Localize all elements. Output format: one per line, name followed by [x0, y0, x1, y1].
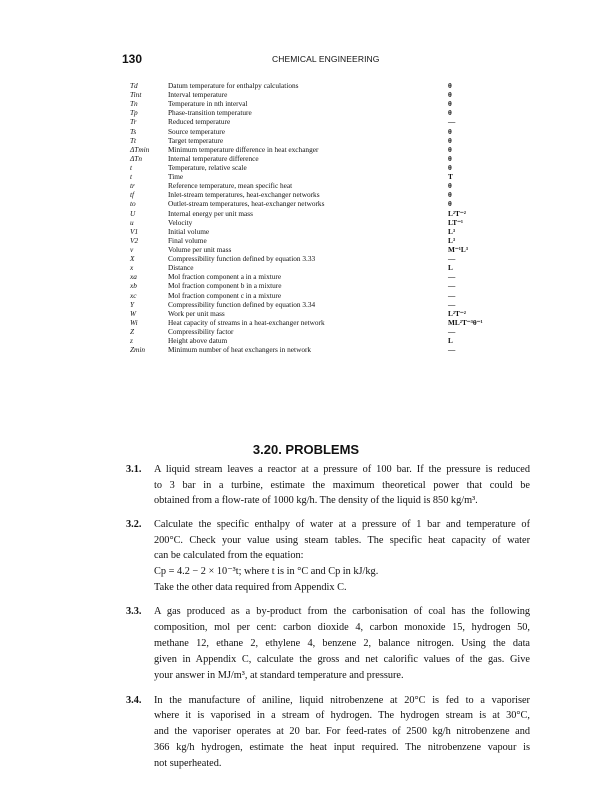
dimension-cell: θ	[448, 99, 452, 109]
symbol-cell: xc	[130, 290, 137, 300]
nomenclature-row	[130, 127, 530, 136]
description-cell: Minimum number of heat exchangers in network	[168, 345, 312, 355]
dimension-cell: θ	[448, 81, 452, 90]
description-cell: Volume per unit mass	[168, 244, 232, 254]
dimension-cell: M⁻¹L³	[448, 244, 468, 254]
dimension-cell: —	[448, 254, 456, 264]
description-cell: Inlet-stream temperatures, heat-exchanger networks	[168, 190, 320, 200]
problems-heading: 3.20. PROBLEMS	[252, 442, 360, 457]
dimension-cell: L³	[448, 235, 456, 245]
description-cell: Velocity	[168, 217, 193, 227]
nomenclature-row	[130, 145, 530, 154]
description-cell: Mol fraction component a in a mixture	[168, 272, 282, 282]
description-cell: Final volume	[168, 235, 207, 245]
symbol-cell: xa	[130, 272, 137, 282]
problem-item	[126, 604, 530, 685]
nomenclature-row	[130, 190, 530, 199]
symbol-cell: xb	[130, 281, 137, 291]
nomenclature-row	[130, 172, 530, 181]
description-cell: Internal energy per unit mass	[168, 208, 253, 218]
nomenclature-row	[130, 318, 530, 327]
description-cell: Phase-transition temperature	[168, 108, 252, 118]
symbol-cell: Tp	[130, 108, 138, 118]
symbol-cell: ΔTmin	[130, 144, 150, 154]
symbol-cell: to	[130, 199, 136, 209]
dimension-cell: —	[448, 299, 456, 309]
nomenclature-row	[130, 309, 530, 318]
problem-text-line: 366 kg/h hydrogen, estimate the heat input required. The nitrobenzene vapour is	[154, 741, 530, 753]
description-cell: Temperature in nth interval	[168, 99, 248, 109]
nomenclature-row	[130, 291, 530, 300]
nomenclature-table	[130, 81, 530, 354]
problem-text-line: methane 12, ethane 2, ethylene 4, benzene 2, balance nitrogen. Using the data	[154, 637, 530, 649]
nomenclature-row	[130, 272, 530, 281]
problem-number: 3.1.	[126, 464, 142, 475]
description-cell: Compressibility function defined by equation 3.33	[168, 254, 316, 264]
problem-text-line: Calculate the specific enthalpy of water at a pressure of 1 bar and temperature of	[154, 519, 530, 531]
symbol-cell: x	[130, 263, 134, 273]
problem-item	[126, 517, 530, 595]
dimension-cell: θ	[448, 135, 452, 145]
nomenclature-row	[130, 163, 530, 172]
nomenclature-row	[130, 181, 530, 190]
nomenclature-row	[130, 281, 530, 290]
problem-text-line: Cp = 4.2 − 2 × 10⁻³t; where t is in °C and Cp in kJ/kg.	[154, 566, 379, 578]
nomenclature-row	[130, 254, 530, 263]
symbol-cell: Wi	[130, 317, 138, 327]
description-cell: Distance	[168, 263, 194, 273]
description-cell: Interval temperature	[168, 90, 228, 100]
symbol-cell: tf	[130, 190, 135, 200]
problem-number: 3.2.	[126, 519, 142, 531]
description-cell: Target temperature	[168, 135, 224, 145]
nomenclature-row	[130, 90, 530, 99]
dimension-cell: —	[448, 272, 456, 282]
symbol-cell: Zmin	[130, 345, 146, 355]
problem-text-line: Take the other data required from Appendix C.	[154, 581, 347, 593]
problem-number: 3.3.	[126, 605, 142, 617]
nomenclature-row	[130, 227, 530, 236]
problem-text-line: A gas produced as a by-product from the carbonisation of coal has the following	[154, 605, 530, 617]
problem-number: 3.4.	[126, 694, 142, 706]
description-cell: Mol fraction component b in a mixture	[168, 281, 282, 291]
dimension-cell: LT⁻¹	[448, 217, 464, 227]
description-cell: Source temperature	[168, 126, 225, 136]
problem-text-line: and the vaporiser operates at 20 bar. For feed-rates of 2500 kg/h nitrobenzene and	[154, 726, 530, 738]
problem-text-line: your answer in MJ/m³, at standard temperature and pressure.	[154, 670, 404, 682]
dimension-cell: —	[448, 281, 456, 291]
dimension-cell: θ	[448, 190, 452, 200]
symbol-cell: Tt	[130, 135, 137, 145]
nomenclature-row	[130, 336, 530, 345]
problem-text-line: obtained from a flow-rate of 1000 kg/h. The density of the liquid is 850 kg/m³.	[154, 495, 478, 507]
dimension-cell: θ	[448, 126, 452, 136]
description-cell: Work per unit mass	[168, 308, 225, 318]
symbol-cell: V2	[130, 235, 139, 245]
description-cell: Minimum temperature difference in heat exchanger	[168, 144, 319, 154]
dimension-cell: T	[448, 172, 453, 182]
nomenclature-row	[130, 199, 530, 208]
nomenclature-row	[130, 327, 530, 336]
dimension-cell: θ	[448, 90, 452, 100]
symbol-cell: Tint	[130, 90, 142, 100]
nomenclature-row	[130, 245, 530, 254]
dimension-cell: L	[448, 263, 453, 273]
problem-text-line: A liquid stream leaves a reactor at a pressure of 100 bar. If the pressure is reduced	[154, 464, 530, 475]
nomenclature-row	[130, 300, 530, 309]
dimension-cell: L³	[448, 226, 456, 236]
dimension-cell: —	[448, 326, 456, 336]
description-cell: Initial volume	[168, 226, 210, 236]
symbol-cell: X	[130, 254, 135, 264]
description-cell: Internal temperature difference	[168, 153, 259, 163]
nomenclature-row	[130, 108, 530, 117]
symbol-cell: t	[130, 172, 133, 182]
symbol-cell: Tr	[130, 117, 137, 127]
description-cell: Reduced temperature	[168, 117, 231, 127]
symbol-cell: V1	[130, 226, 139, 236]
nomenclature-row	[130, 99, 530, 108]
nomenclature-row	[130, 209, 530, 218]
dimension-cell: θ	[448, 153, 452, 163]
symbol-cell: ΔTn	[130, 153, 142, 163]
problem-text-line: not superheated.	[154, 757, 222, 769]
symbol-cell: t	[130, 162, 133, 172]
symbol-cell: U	[130, 208, 136, 218]
description-cell: Compressibility function defined by equation 3.34	[168, 299, 316, 309]
description-cell: Temperature, relative scale	[168, 162, 247, 172]
nomenclature-row	[130, 117, 530, 126]
problem-text-line: In the manufacture of aniline, liquid nitrobenzene at 20°C is fed to a vaporiser	[154, 694, 530, 706]
page-header	[122, 52, 524, 68]
description-cell: Datum temperature for enthalpy calculations	[168, 81, 299, 90]
symbol-cell: Td	[130, 81, 138, 90]
problem-text-line: composition, mol per cent: carbon dioxide 4, carbon monoxide 15, hydrogen 50,	[154, 621, 530, 633]
nomenclature-row	[130, 345, 530, 354]
dimension-cell: —	[448, 117, 456, 127]
page-number: 130	[122, 52, 143, 66]
dimension-cell: L²T⁻²	[448, 308, 466, 318]
description-cell: Reference temperature, mean specific heat	[168, 181, 293, 191]
description-cell: Time	[168, 172, 184, 182]
dimension-cell: ML²T⁻³θ⁻¹	[448, 317, 483, 327]
nomenclature-row	[130, 218, 530, 227]
dimension-cell: —	[448, 290, 456, 300]
dimension-cell: θ	[448, 162, 452, 172]
nomenclature-row	[130, 263, 530, 272]
problems-list	[126, 462, 530, 779]
description-cell: Outlet-stream temperatures, heat-exchanger networks	[168, 199, 325, 209]
problem-text-line: given in Appendix C, calculate the gross and net calorific values of the gas. Give	[154, 654, 530, 666]
dimension-cell: θ	[448, 144, 452, 154]
problem-text-line: to 3 bar in a turbine, estimate the maximum theoretical power that could be	[154, 479, 530, 491]
symbol-cell: Y	[130, 299, 135, 309]
problem-text-line: where it is vaporised in a stream of hydrogen. The hydrogen stream is at 30°C,	[154, 710, 530, 722]
nomenclature-row	[130, 154, 530, 163]
dimension-cell: L²T⁻²	[448, 208, 466, 218]
description-cell: Height above datum	[168, 336, 228, 346]
description-cell: Compressibility factor	[168, 326, 234, 336]
problem-text-line: 200°C. Check your value using steam tables. The specific heat capacity of water	[154, 534, 530, 546]
nomenclature-row	[130, 236, 530, 245]
symbol-cell: u	[130, 217, 134, 227]
problem-item	[126, 462, 530, 509]
symbol-cell: tr	[130, 181, 135, 191]
dimension-cell: L	[448, 336, 453, 346]
dimension-cell: —	[448, 345, 456, 355]
dimension-cell: θ	[448, 181, 452, 191]
description-cell: Mol fraction component c in a mixture	[168, 290, 282, 300]
symbol-cell: W	[130, 308, 137, 318]
problem-text-line: can be calculated from the equation:	[154, 550, 304, 562]
dimension-cell: θ	[448, 108, 452, 118]
problem-item	[126, 693, 530, 772]
symbol-cell: v	[130, 244, 134, 254]
running-head: CHEMICAL ENGINEERING	[272, 54, 380, 64]
nomenclature-row	[130, 81, 530, 90]
symbol-cell: Z	[130, 326, 135, 336]
symbol-cell: z	[130, 336, 133, 346]
dimension-cell: θ	[448, 199, 452, 209]
symbol-cell: Ts	[130, 126, 137, 136]
nomenclature-row	[130, 136, 530, 145]
description-cell: Heat capacity of streams in a heat-exchanger network	[168, 317, 325, 327]
symbol-cell: Tn	[130, 99, 138, 109]
